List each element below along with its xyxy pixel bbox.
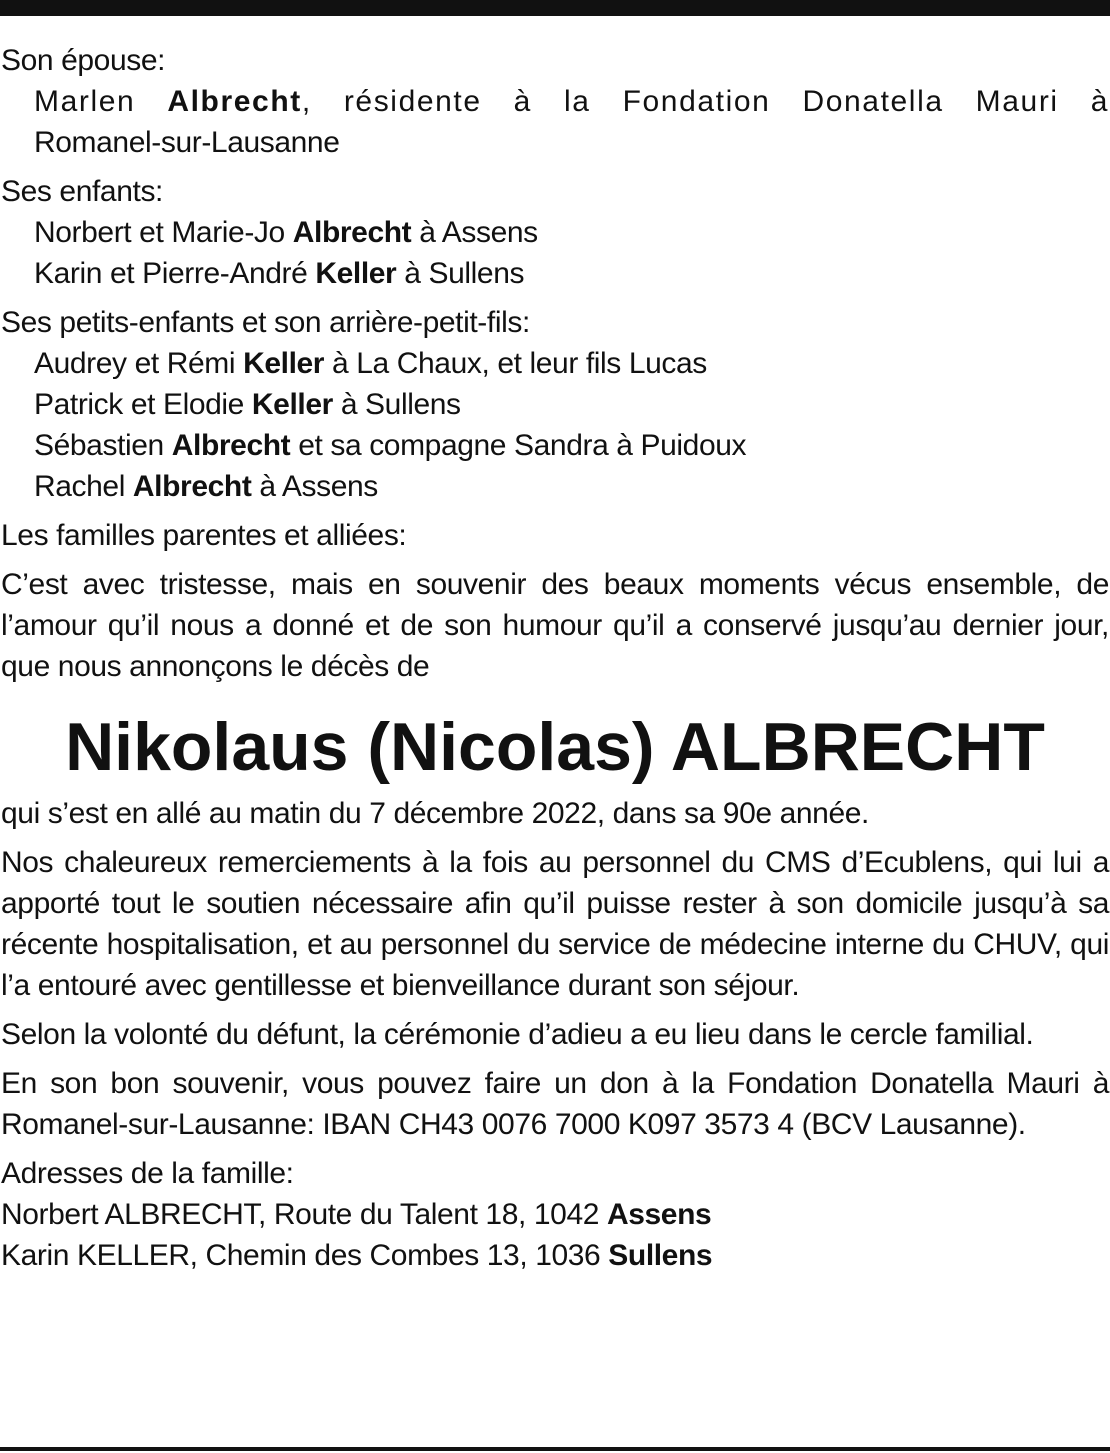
child-names: Karin et Pierre-André [34,257,308,290]
child-place: à Assens [419,216,538,249]
grandchild-place: à La Chaux, et leur fils Lucas [332,347,707,380]
grandchild-names: Audrey et Rémi [34,347,236,380]
grandchild-surname: Albrecht [171,429,291,462]
grandchild-names: Sébastien [34,429,164,462]
grandchild-place: et sa compagne Sandra à Puidoux [298,429,747,462]
obituary-content [1,40,1109,1284]
grandchildren-heading: Ses petits-enfants et son arrière-petit-fils: [1,306,530,339]
thanks-section [1,842,1109,1006]
child-line [1,212,1109,253]
grandchild-surname: Albrecht [132,470,252,503]
child-names: Norbert et Marie-Jo [34,216,285,249]
thanks-paragraph: Nos chaleureux remerciements à la fois au personnel du CMS d’Ecublens, qui lui a apporté tout le soutien nécessaire afin qu’il puisse rester à son domicile jusqu’à sa récente hospitalisation, et au personnel du service de médecine interne du CHUV, qui l’a entouré avec gentillesse et bienveillance durant son séjour. [1,846,1109,1002]
children-heading: Ses enfants: [1,175,163,208]
families-line: Les familles parentes et alliées: [1,519,407,552]
deceased-name: Nikolaus (Nicolas) ALBRECHT [65,709,1045,785]
announcement-paragraph: C’est avec tristesse, mais en souvenir des beaux moments vécus ensemble, de l’amour qu’il nous a donné et de son humour qu’il a conservé jusqu’au dernier jour, que nous annonçons le décès de [1,568,1109,683]
ceremony-section [1,1014,1109,1055]
top-border-bar [0,0,1110,16]
addresses-heading: Adresses de la famille: [1,1157,294,1190]
donation-section [1,1063,1109,1145]
address-city: Sullens [608,1239,713,1272]
grandchild-surname: Keller [243,347,325,380]
bottom-border-rule [0,1447,1110,1451]
children-section [1,171,1109,294]
spouse-heading: Son épouse: [1,44,166,77]
child-surname: Albrecht [292,216,412,249]
spouse-section [1,40,1109,163]
grandchild-surname: Keller [251,388,333,421]
address-text: Karin KELLER, Chemin des Combes 13, 1036 [1,1239,601,1272]
grandchild-place: à Sullens [340,388,461,421]
grandchild-names: Patrick et Elodie [34,388,244,421]
child-surname: Keller [315,257,397,290]
passing-paragraph: qui s’est en allé au matin du 7 décembre 2022, dans sa 90e année. [1,797,869,830]
grandchild-line [1,466,1109,507]
grandchild-place: à Assens [259,470,378,503]
address-city: Assens [606,1198,712,1231]
donation-paragraph: En son bon souvenir, vous pouvez faire un don à la Fondation Donatella Mauri à Romanel-sur-Lausanne: IBAN CH43 0076 7000 K097 3573 4 (BCV Lausanne). [1,1067,1109,1141]
spouse-surname: Albrecht [167,85,302,118]
child-line [1,253,1109,294]
spouse-line-1 [1,81,1109,122]
grandchild-line [1,425,1109,466]
ceremony-paragraph: Selon la volonté du défunt, la cérémonie d’adieu a eu lieu dans le cercle familial. [1,1018,1034,1051]
spouse-first-name: Marlen [34,85,136,118]
grandchild-line [1,343,1109,384]
families-section [1,515,1109,556]
spouse-line-2: Romanel-sur-Lausanne [34,126,340,159]
address-text: Norbert ALBRECHT, Route du Talent 18, 1042 [1,1198,600,1231]
grandchildren-section [1,302,1109,507]
passing-section [1,793,1109,834]
grandchild-names: Rachel [34,470,125,503]
address-line [1,1235,1109,1276]
addresses-section [1,1153,1109,1276]
grandchild-line [1,384,1109,425]
spouse-residence: , résidente à la Fondation Donatella Mauri à [301,85,1109,118]
address-line [1,1194,1109,1235]
child-place: à Sullens [404,257,525,290]
announcement-section [1,564,1109,687]
